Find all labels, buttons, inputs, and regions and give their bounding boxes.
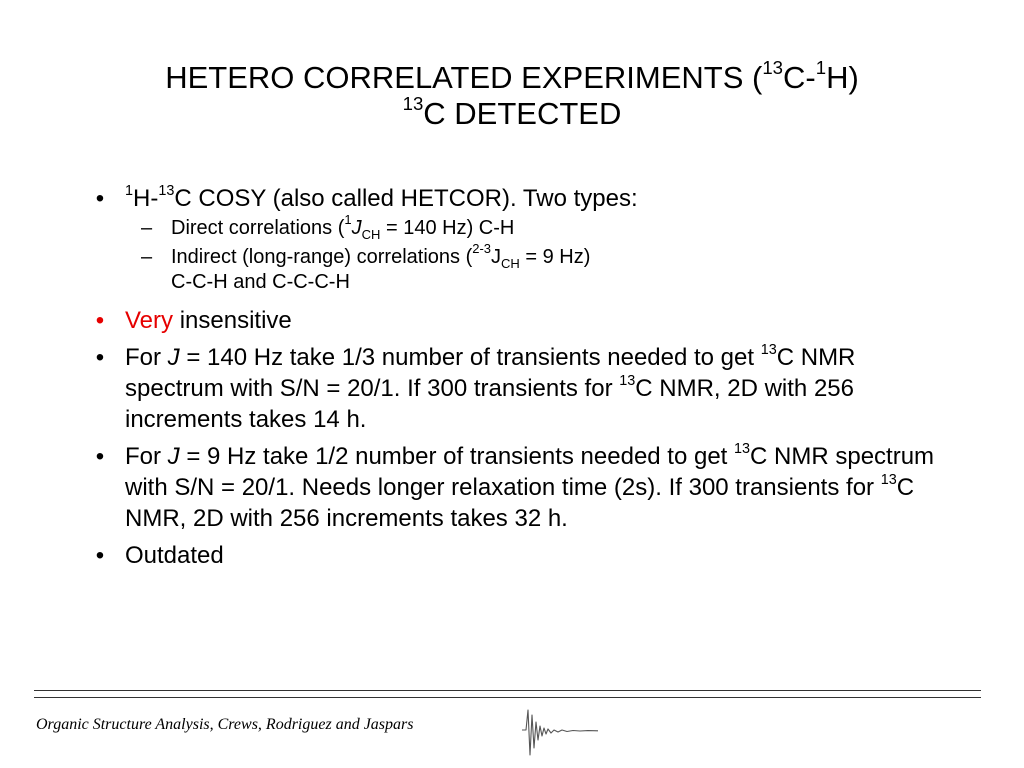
superscript: 1 [815, 56, 827, 78]
bullet-text: For [125, 443, 168, 470]
slide-title [60, 56, 964, 132]
bullet-text: C NMR, 2D with 256 increments takes 14 h. [125, 375, 854, 433]
bullet-text: = 9 Hz take 1/2 number of transients needed to get [179, 443, 735, 470]
italic-j: J [167, 344, 180, 371]
dash-marker: – [141, 217, 153, 239]
superscript: 13 [402, 92, 424, 114]
sub-bullet-text: C-C-H and C-C-C-H [171, 271, 350, 293]
superscript: 13 [158, 182, 175, 199]
bullet-item-insensitive [90, 305, 950, 336]
sub-bullet-direct [90, 212, 950, 242]
title-text: H) [826, 60, 859, 95]
sub-bullet-text: = 140 Hz) C-H [380, 217, 515, 239]
footer-credit: Organic Structure Analysis, Crews, Rodriguez and Jaspars [36, 716, 414, 733]
superscript: 13 [760, 341, 777, 358]
bullet-text: Outdated [125, 542, 224, 569]
bullet-list [90, 183, 950, 577]
subscript: CH [501, 256, 520, 271]
bullet-text: H- [133, 185, 159, 212]
fid-waveform-icon [520, 700, 610, 760]
bullet-marker: • [95, 185, 105, 212]
sub-bullet-indirect [90, 241, 950, 295]
bullet-item-outdated [90, 540, 950, 571]
superscript: 13 [762, 56, 784, 78]
bullet-text: C NMR spectrum with S/N = 20/1. Needs longer relaxation time (2s). If 300 transients for [125, 443, 935, 501]
title-line-1 [60, 56, 964, 96]
title-line-2 [60, 92, 964, 132]
subscript: CH [361, 227, 381, 242]
bullet-text: C NMR, 2D with 256 increments takes 32 h. [125, 474, 915, 532]
footer-divider-bottom [34, 697, 981, 698]
superscript: 13 [619, 372, 636, 389]
j-symbol: J [491, 246, 502, 268]
bullet-text: C NMR spectrum with S/N = 20/1. If 300 transients for [125, 344, 856, 402]
bullet-item-cosy [90, 183, 950, 214]
title-text: HETERO CORRELATED EXPERIMENTS ( [165, 60, 763, 95]
sub-bullet-text: = 9 Hz) [519, 246, 591, 268]
title-text: C DETECTED [423, 96, 622, 131]
italic-j: J [167, 443, 180, 470]
footer-divider-top [34, 690, 981, 691]
italic-j: J [351, 217, 362, 239]
superscript: 13 [880, 471, 897, 488]
bullet-marker: • [95, 443, 105, 470]
bullet-marker: • [95, 344, 105, 371]
title-text: C- [783, 60, 816, 95]
bullet-text: C COSY (also called HETCOR). Two types: [174, 185, 638, 212]
superscript: 2-3 [472, 241, 492, 257]
bullet-text: For [125, 344, 168, 371]
bullet-text: = 140 Hz take 1/3 number of transients needed to get [179, 344, 761, 371]
superscript: 13 [734, 440, 751, 457]
bullet-marker: • [95, 307, 105, 334]
bullet-item-j140 [90, 342, 950, 435]
dash-marker: – [141, 246, 153, 268]
bullet-text: insensitive [173, 307, 292, 334]
superscript: 1 [125, 182, 134, 199]
sub-bullet-text: Indirect (long-range) correlations ( [171, 246, 473, 268]
bullet-item-j9 [90, 441, 950, 534]
superscript: 1 [344, 212, 352, 228]
emphasis-text: Very [125, 307, 174, 334]
bullet-marker: • [95, 542, 105, 569]
sub-bullet-text: Direct correlations ( [171, 217, 345, 239]
